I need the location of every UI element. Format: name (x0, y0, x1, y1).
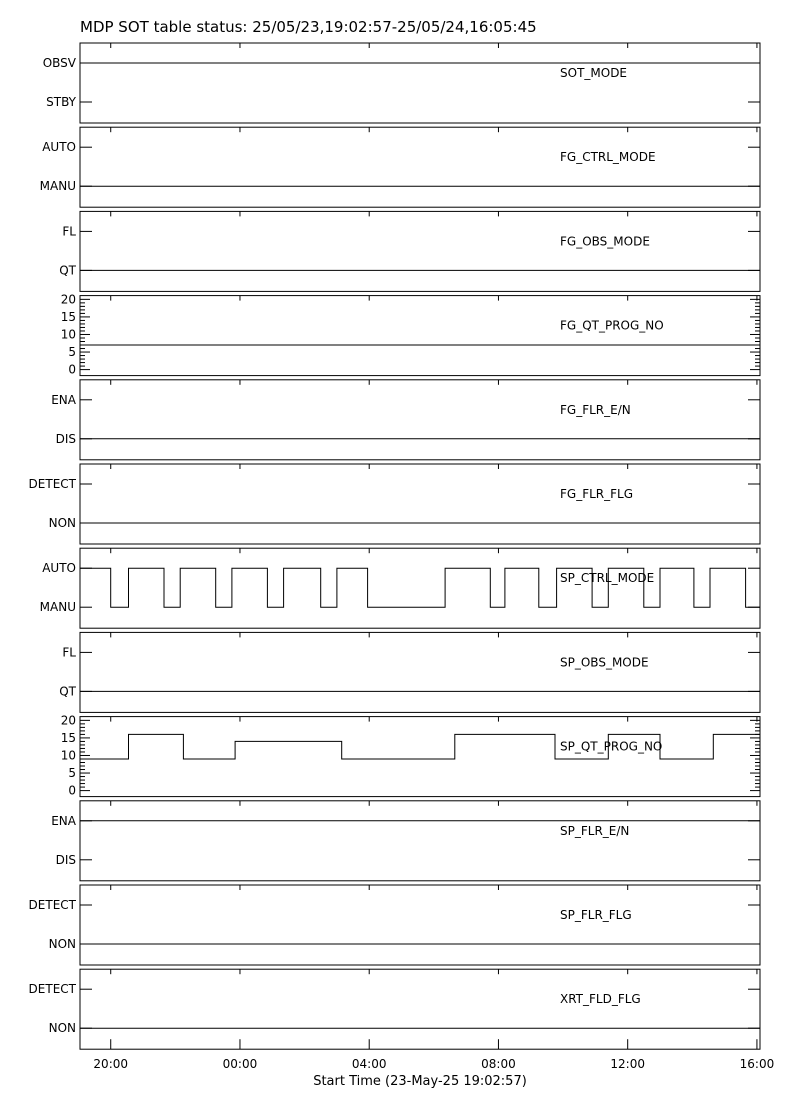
panel-label: SP_FLR_E/N (560, 823, 630, 838)
y-tick-label: 0 (68, 362, 76, 377)
panel-label: SP_OBS_MODE (560, 655, 649, 670)
x-axis (93, 43, 774, 1071)
y-tick-label: ENA (51, 392, 76, 407)
panel-label: FG_OBS_MODE (560, 234, 650, 249)
panel-frame (80, 969, 760, 1049)
y-tick-label: 5 (68, 345, 76, 360)
y-tick-label: 10 (60, 748, 76, 763)
y-tick-label: 5 (68, 766, 76, 781)
y-tick-label: FL (62, 645, 76, 660)
x-tick-label: 00:00 (222, 1057, 258, 1072)
panel-sp-flr-flg (29, 885, 760, 965)
y-tick-label: DETECT (28, 477, 76, 491)
y-tick-label: FL (62, 224, 76, 239)
y-tick-label: QT (59, 684, 76, 699)
y-tick-label: ENA (51, 813, 76, 828)
x-axis-title: Start Time (23-May-25 19:02:57) (313, 1074, 527, 1089)
x-tick-label: 12:00 (610, 1057, 645, 1072)
y-tick-label: 0 (68, 783, 76, 798)
x-tick-label: 20:00 (93, 1057, 129, 1072)
y-tick-label: DETECT (28, 898, 76, 912)
y-tick-label: DETECT (28, 982, 76, 997)
y-tick-label: NON (48, 516, 76, 530)
panel-frame (80, 717, 760, 797)
panel-frame (80, 127, 760, 207)
panel-sp-flr-e-n (51, 801, 760, 881)
panel-label: FG_CTRL_MODE (560, 150, 656, 165)
y-tick-label: MANU (39, 179, 76, 194)
x-tick-label: 16:00 (739, 1057, 775, 1072)
panel-xrt-fld-flg (29, 969, 760, 1049)
panel-sot-mode (43, 43, 760, 123)
y-tick-label: OBSV (42, 56, 76, 70)
panel-fg-flr-e-n (51, 380, 760, 460)
y-tick-label: 15 (60, 730, 76, 745)
panel-fg-obs-mode (59, 211, 760, 291)
panel-frame (80, 464, 760, 544)
panel-label: SP_FLR_FLG (560, 908, 632, 922)
y-tick-label: AUTO (42, 140, 76, 155)
y-tick-label: QT (59, 263, 76, 278)
panel-sp-qt-prog-no (61, 713, 760, 797)
panel-frame (80, 211, 760, 291)
panel-sp-obs-mode (59, 632, 760, 712)
panel-frame (80, 801, 760, 881)
y-tick-label: NON (48, 937, 76, 951)
y-tick-label: DIS (55, 852, 76, 867)
panel-label: SOT_MODE (560, 66, 628, 80)
y-tick-label: 20 (60, 292, 76, 307)
y-tick-label: DIS (55, 431, 76, 446)
panel-frame (80, 380, 760, 460)
y-tick-label: AUTO (42, 561, 76, 576)
panel-label: SP_QT_PROG_NO (560, 739, 663, 754)
series-line-sp-ctrl-mode (80, 568, 760, 607)
x-tick-label: 08:00 (481, 1057, 516, 1072)
panel-frame (80, 885, 760, 965)
panel-frame (80, 632, 760, 712)
panel-sp-ctrl-mode (40, 548, 760, 628)
panels (29, 43, 760, 1049)
panel-fg-flr-flg (29, 464, 760, 544)
y-tick-label: STBY (46, 95, 76, 109)
y-tick-label: NON (48, 1021, 76, 1036)
panel-frame (80, 43, 760, 123)
panel-fg-ctrl-mode (40, 127, 760, 207)
y-tick-label: MANU (39, 600, 76, 615)
y-tick-label: 15 (60, 309, 76, 324)
panel-frame (80, 296, 760, 376)
panel-label: SP_CTRL_MODE (560, 571, 655, 586)
panel-label: FG_QT_PROG_NO (560, 318, 664, 333)
panel-label: XRT_FLD_FLG (560, 992, 641, 1007)
panel-label: FG_FLR_E/N (560, 402, 631, 417)
x-tick-label: 04:00 (351, 1057, 387, 1072)
chart-title: MDP SOT table status: 25/05/23,19:02:57-25/05/24,16:05:45 (80, 18, 537, 36)
panel-fg-qt-prog-no (61, 292, 760, 376)
panel-frame (80, 548, 760, 628)
y-tick-label: 20 (60, 713, 76, 728)
y-tick-label: 10 (60, 327, 76, 342)
panel-label: FG_FLR_FLG (560, 487, 634, 501)
